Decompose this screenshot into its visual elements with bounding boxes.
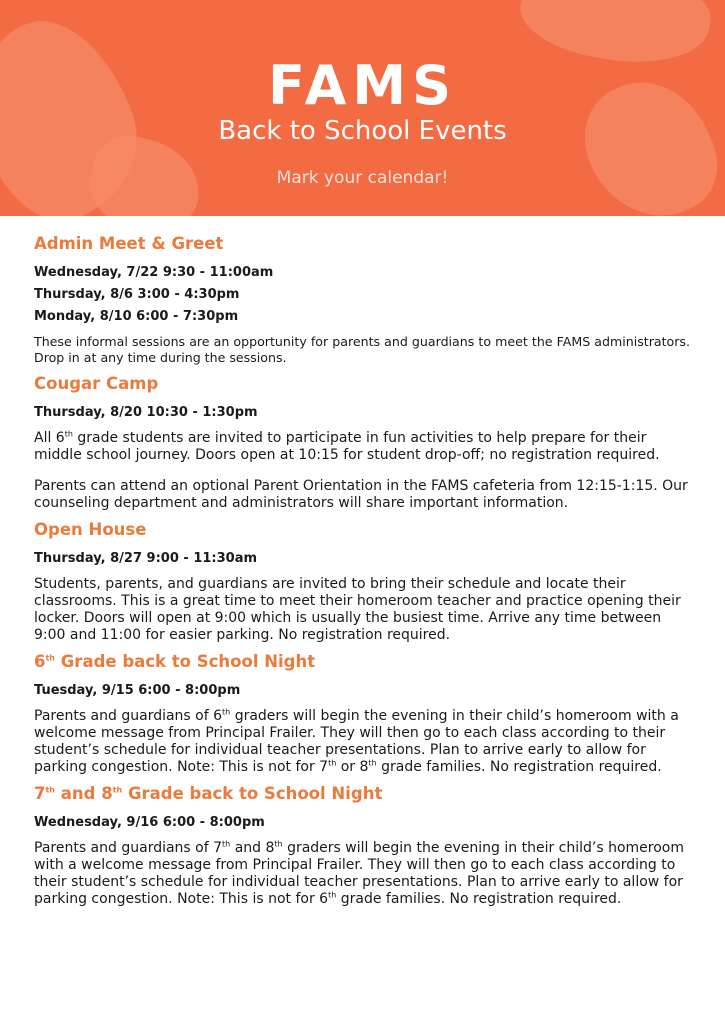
event-description: These informal sessions are an opportunity for parents and guardians to meet the FAMS administrators. Drop in at any time during the sessions. — [34, 334, 690, 365]
page-title: FAMS — [267, 54, 458, 117]
event-time: Monday, 8/10 6:00 - 7:30pm — [34, 309, 239, 324]
events-content — [34, 232, 690, 914]
event-heading: Cougar Camp — [34, 374, 159, 393]
event-time: Tuesday, 9/15 6:00 - 8:00pm — [34, 683, 241, 698]
event-section-cougar-camp — [34, 372, 690, 512]
event-section-7th-8th-grade-night — [34, 782, 690, 908]
event-heading: Open House — [34, 520, 147, 539]
event-section-6th-grade-night — [34, 650, 690, 776]
event-description: Parents can attend an optional Parent Orientation in the FAMS cafeteria from 12:15-1:15. Our counseling department and administrators will share important information. — [34, 478, 688, 511]
event-time: Wednesday, 9/16 6:00 - 8:00pm — [34, 815, 265, 830]
header-banner — [0, 0, 725, 216]
event-section-admin-meet — [34, 232, 690, 366]
event-time: Thursday, 8/27 9:00 - 11:30am — [34, 551, 258, 566]
event-heading: 6th Grade back to School Night — [34, 652, 316, 671]
event-description: All 6th grade students are invited to participate in fun activities to help prepare for their middle school journey. Doors open at 10:15 for student drop-off; no registration required. — [34, 429, 660, 463]
event-heading: Admin Meet & Greet — [34, 234, 224, 253]
event-time: Thursday, 8/20 10:30 - 1:30pm — [34, 405, 258, 420]
event-description: Parents and guardians of 6th graders will begin the evening in their child’s homeroom with a welcome message from Principal Frailer. They will then go to each class according to their student’s schedule for individual teacher presentations. Plan to arrive early to allow for parking congestion. Note: This is not for 7th or 8th grade families. No registration required. — [34, 707, 679, 775]
event-section-open-house — [34, 518, 690, 644]
event-time: Thursday, 8/6 3:00 - 4:30pm — [34, 287, 240, 302]
event-description: Students, parents, and guardians are invited to bring their schedule and locate their classrooms. This is a great time to meet their homeroom teacher and practice opening their locker. Doors will open at 9:00 which is usually the busiest time. Arrive any time between 9:00 and 11:00 for easier parking. No registration required. — [34, 576, 681, 643]
page-subtitle: Back to School Events — [218, 116, 507, 146]
event-time: Wednesday, 7/22 9:30 - 11:00am — [34, 265, 274, 280]
event-description: Parents and guardians of 7th and 8th graders will begin the evening in their child’s homeroom with a welcome message from Principal Frailer. They will then go to each class according to their student’s schedule for individual teacher presentations. Plan to arrive early to allow for parking congestion. Note: This is not for 6th grade families. No registration required. — [34, 839, 684, 907]
event-heading: 7th and 8th Grade back to School Night — [34, 784, 383, 803]
tagline: Mark your calendar! — [276, 168, 449, 188]
